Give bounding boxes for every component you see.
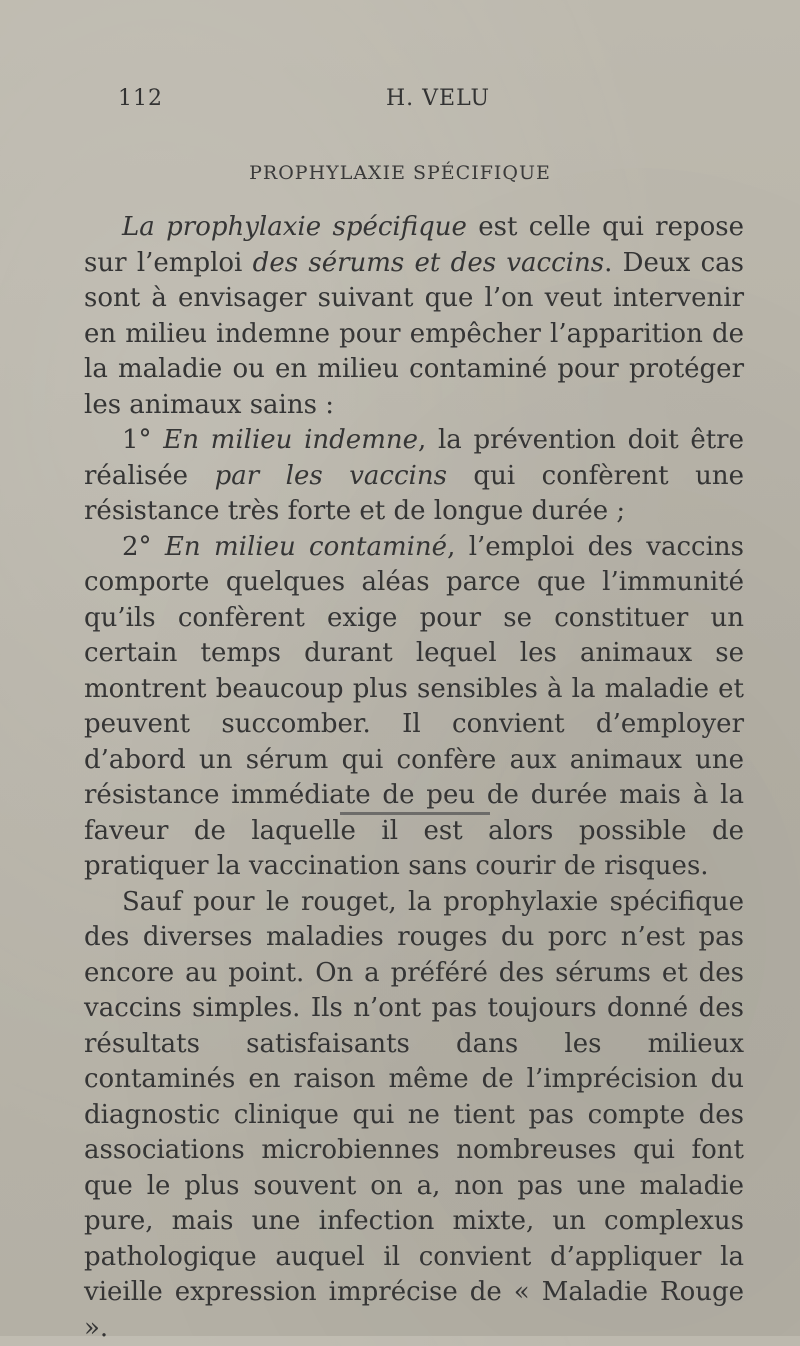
section-end-rule (340, 812, 490, 815)
item-1-number: 1° (122, 425, 152, 455)
item-1-text-2: qui confèrent une résistance très forte et de longue durée ; (84, 461, 744, 527)
running-author: H. VELU (386, 86, 490, 111)
item-2-text: , l’emploi des vaccins comporte quelques aléas parce que l’immunité qu’ils confèrent exige pour se constituer un certain temps durant lequel les animaux se montrent beaucoup plus sensibles à la maladie et peuvent succomber. Il convient d’employer d’abord un sérum qui confère aux animaux une résistance immédiate de peu de durée mais à la faveur de laquelle il est alors possible de pratiquer la vaccination sans courir de risques. (84, 532, 744, 882)
running-head (118, 86, 678, 116)
intro-text-2: . Deux cas sont à envisager suivant que l’on veut intervenir en milieu indemne pour empêcher l’apparition de la maladie ou en milieu contaminé pour protéger les animaux sains : (84, 248, 744, 420)
paragraph-item-1 (84, 423, 744, 530)
paragraph-conclusion: Sauf pour le rouget, la prophylaxie spécifique des diverses maladies rouges du porc n’est pas encore au point. On a préféré des sérums et des vaccins simples. Ils n’ont pas toujours donné des résultats satisfaisants dans les milieux contaminés en raison même de l’imprécision du diagnostic clinique qui ne tient pas compte des associations microbiennes nombreuses qui font que le plus souvent on a, non pas une maladie pure, mais une infection mixte, un complexus pathologique auquel il convient d’appliquer la vieille expression imprécise de « Maladie Rouge ». (84, 885, 744, 1346)
item-1-italic-vaccins: par les vaccins (215, 461, 447, 491)
item-1-italic-heading: En milieu indemne (163, 425, 418, 455)
item-2-number: 2° (122, 532, 152, 562)
page-number: 112 (118, 86, 163, 111)
section-title: PROPHYLAXIE SPÉCIFIQUE (160, 162, 640, 184)
item-2-italic-heading: En milieu contaminé (165, 532, 447, 562)
paragraph-intro (84, 210, 744, 423)
intro-italic-serums: des sérums et des vaccins (253, 248, 604, 278)
intro-text-1: est celle qui repose sur l’emploi (84, 212, 744, 278)
paragraph-item-2 (84, 530, 744, 885)
intro-italic-term: La prophylaxie spécifique (122, 212, 467, 242)
item-1-text-1: , la prévention doit être réalisée (84, 425, 744, 491)
body-text (84, 210, 744, 1346)
